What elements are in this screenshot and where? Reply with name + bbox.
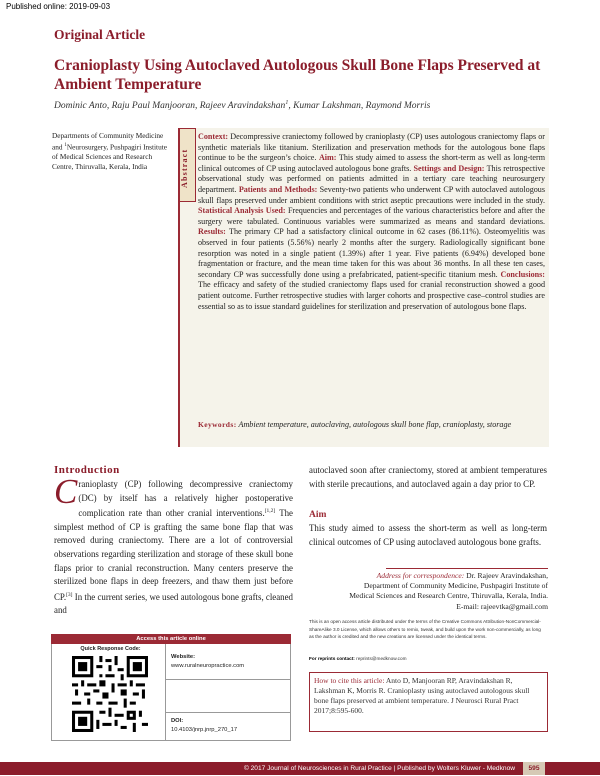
- introduction-body: ranioplasty (CP) following decompressive craniectomy (DC) by itself has a relatively higher postoperative complication rate than other cranial interventions.[1,2] The simplest method of CP is grafting the same bone flap that was removed during craniectomy. There are a lot of controversial observations regarding sterilization and storage of these skull bone flaps prior to cranial reconstruction. Many centers preserve the sterilized bone flaps in deep freezers, and thaw them just before CP.[3] In the current series, we used autologous bone grafts, cleaned and: [54, 479, 293, 616]
- citation-label: How to cite this article:: [314, 676, 385, 685]
- keywords-text: Ambient temperature, autoclaving, autologous skull bone flap, cranioplasty, storage: [238, 420, 512, 429]
- results-text: The primary CP had a satisfactory clinical outcome in 62 cases (86.11%). Osteomyelitis was observed in four patients (5.56%) nearly 2 months after the surgery. Radiologically significant bone resorption was noted in a single patient (1.39%) after 1 year. Five patients (6.94%) developed bone fragmentation or fracture, and the mean time taken for this was about 36 months. In all these ten cases, secondary CP was successfully done using a prefabricated, patient-specific titanium mesh.: [198, 227, 545, 279]
- published-date: Published online: 2019-09-03: [6, 2, 111, 11]
- patients-label: Patients and Methods:: [238, 184, 318, 194]
- citation-box: [309, 672, 548, 732]
- aim-paragraph: This study aimed to assess the short-term as well as long-term clinical outcomes of CP using autoclaved autologous bone grafts.: [309, 523, 547, 547]
- access-divider-vertical: [165, 644, 166, 741]
- reprints-label: For reprints contact:: [309, 656, 355, 661]
- website-label: Website:: [171, 654, 196, 660]
- correspondence: [320, 571, 548, 612]
- affiliation: Departments of Community Medicine and $^1$Neurosurgery, Pushpagiri Institute of Medical Sciences and Research Centre, Thiruvalla, Kerala, India: [52, 131, 167, 171]
- correspondence-line2: Medical Sciences and Research Centre, Thiruvalla, Kerala, India.: [349, 591, 548, 601]
- keywords-label: Keywords:: [198, 420, 237, 429]
- keywords: [198, 420, 545, 431]
- footer-text: © 2017 Journal of Neurosciences in Rural Practice | Published by Wolters Kluwer - Medknow: [243, 765, 515, 772]
- access-heading: Access this article online: [51, 634, 291, 644]
- abstract-text: [198, 132, 545, 312]
- aim-text: This study aimed to assess the short-term as well as long-term clinical outcomes of CP using autoclaved autologous bone grafts.: [198, 153, 545, 173]
- correspondence-divider: [386, 568, 548, 569]
- correspondence-line1: Department of Community Medicine, Pushpagiri Institute of: [363, 581, 548, 591]
- results-label: Results:: [198, 227, 226, 237]
- drop-cap: C: [54, 472, 78, 511]
- qr-code-icon[interactable]: [72, 656, 148, 732]
- aim-label: Aim:: [318, 153, 337, 163]
- license-text: This is an open access article distributed under the terms of the Creative Commons Attribution-NonCommercial-ShareAlike 3.0 License, which allows others to remix, tweak, and build upon the work non-commercially, as long as the author is credited and the new creations are licensed under the identical terms.: [309, 619, 541, 640]
- aim-heading: Aim: [309, 510, 327, 520]
- article-type: Original Article: [54, 27, 146, 42]
- settings-text: This retrospective observational study was performed on patients admitted in a tertiary care teaching neurosurgery department.: [198, 163, 546, 194]
- qr-label: Quick Response Code:: [80, 646, 141, 652]
- access-divider-2: [165, 712, 291, 713]
- website-link[interactable]: www.ruralneuropractice.com: [171, 663, 245, 669]
- context-text: Decompressive craniectomy followed by cranioplasty (CP) uses autologous craniectomy flaps or synthetic materials like titanium. Sterilization and preservation methods for the autologous bone flaps continue to be the surgeon’s choice.: [198, 132, 545, 163]
- stats-label: Statistical Analysis Used:: [198, 206, 286, 216]
- article-title: Cranioplasty Using Autoclaved Autologous Skull Bone Flaps Preserved at Ambient Temperature: [54, 57, 541, 93]
- doi-link[interactable]: 10.4103/jnrp.jnrp_270_17: [171, 727, 238, 733]
- correspondence-email[interactable]: E-mail: rajeevtka@gmail.com: [456, 601, 548, 611]
- patients-text: Seventy-two patients who underwent CP with autoclaved autologous skull flaps preserved under ambient conditions with strict aseptic precautions were included in the study.: [198, 184, 545, 205]
- settings-label: Settings and Design:: [413, 163, 485, 173]
- conclusions-text: The efficacy and safety of the studied craniectomy flaps used for cranial reconstruction showed a good patient outcome. Further retrospective studies with larger cohorts and prospective case–control studies are essential so as to issue standard guidelines for sterilization and preservation of autologous bone flaps.: [198, 280, 545, 311]
- doi-label: DOI:: [171, 718, 184, 724]
- context-label: Context:: [198, 132, 229, 141]
- introduction-heading: Introduction: [54, 464, 120, 476]
- correspondence-name: Dr. Rajeev Aravindakshan,: [466, 571, 548, 580]
- conclusions-label: Conclusions:: [500, 269, 545, 279]
- correspondence-label: Address for correspondence:: [376, 571, 465, 580]
- stats-text: Frequencies and percentages of the various characteristics before and after the surgery were tabulated. Continuous variables were summarized as means and standard deviations.: [198, 206, 545, 226]
- introduction-text: [54, 472, 293, 618]
- citation-text: Anto D, Manjooran RP, Aravindakshan R, Lakshman K, Morris R. Cranioplasty using autoclaved autologous skull bone flaps preserved at ambient temperature. J Neurosci Rural Pract 2017;8:595-600.: [314, 676, 530, 716]
- introduction-continued: autoclaved soon after craniectomy, stored at ambient temperatures with sterile precautions, and autoclaved again a day prior to CP.: [309, 465, 547, 489]
- page-number: 595: [523, 762, 545, 775]
- abstract-label: Abstract: [180, 148, 189, 188]
- authors: Dominic Anto, Raju Paul Manjooran, Rajeev Aravindakshan$^1$, Kumar Lakshman, Raymond Morris: [54, 100, 431, 112]
- access-divider-1: [165, 679, 291, 680]
- reprints: [309, 656, 407, 661]
- reprints-email[interactable]: reprints@medknow.com: [356, 656, 407, 661]
